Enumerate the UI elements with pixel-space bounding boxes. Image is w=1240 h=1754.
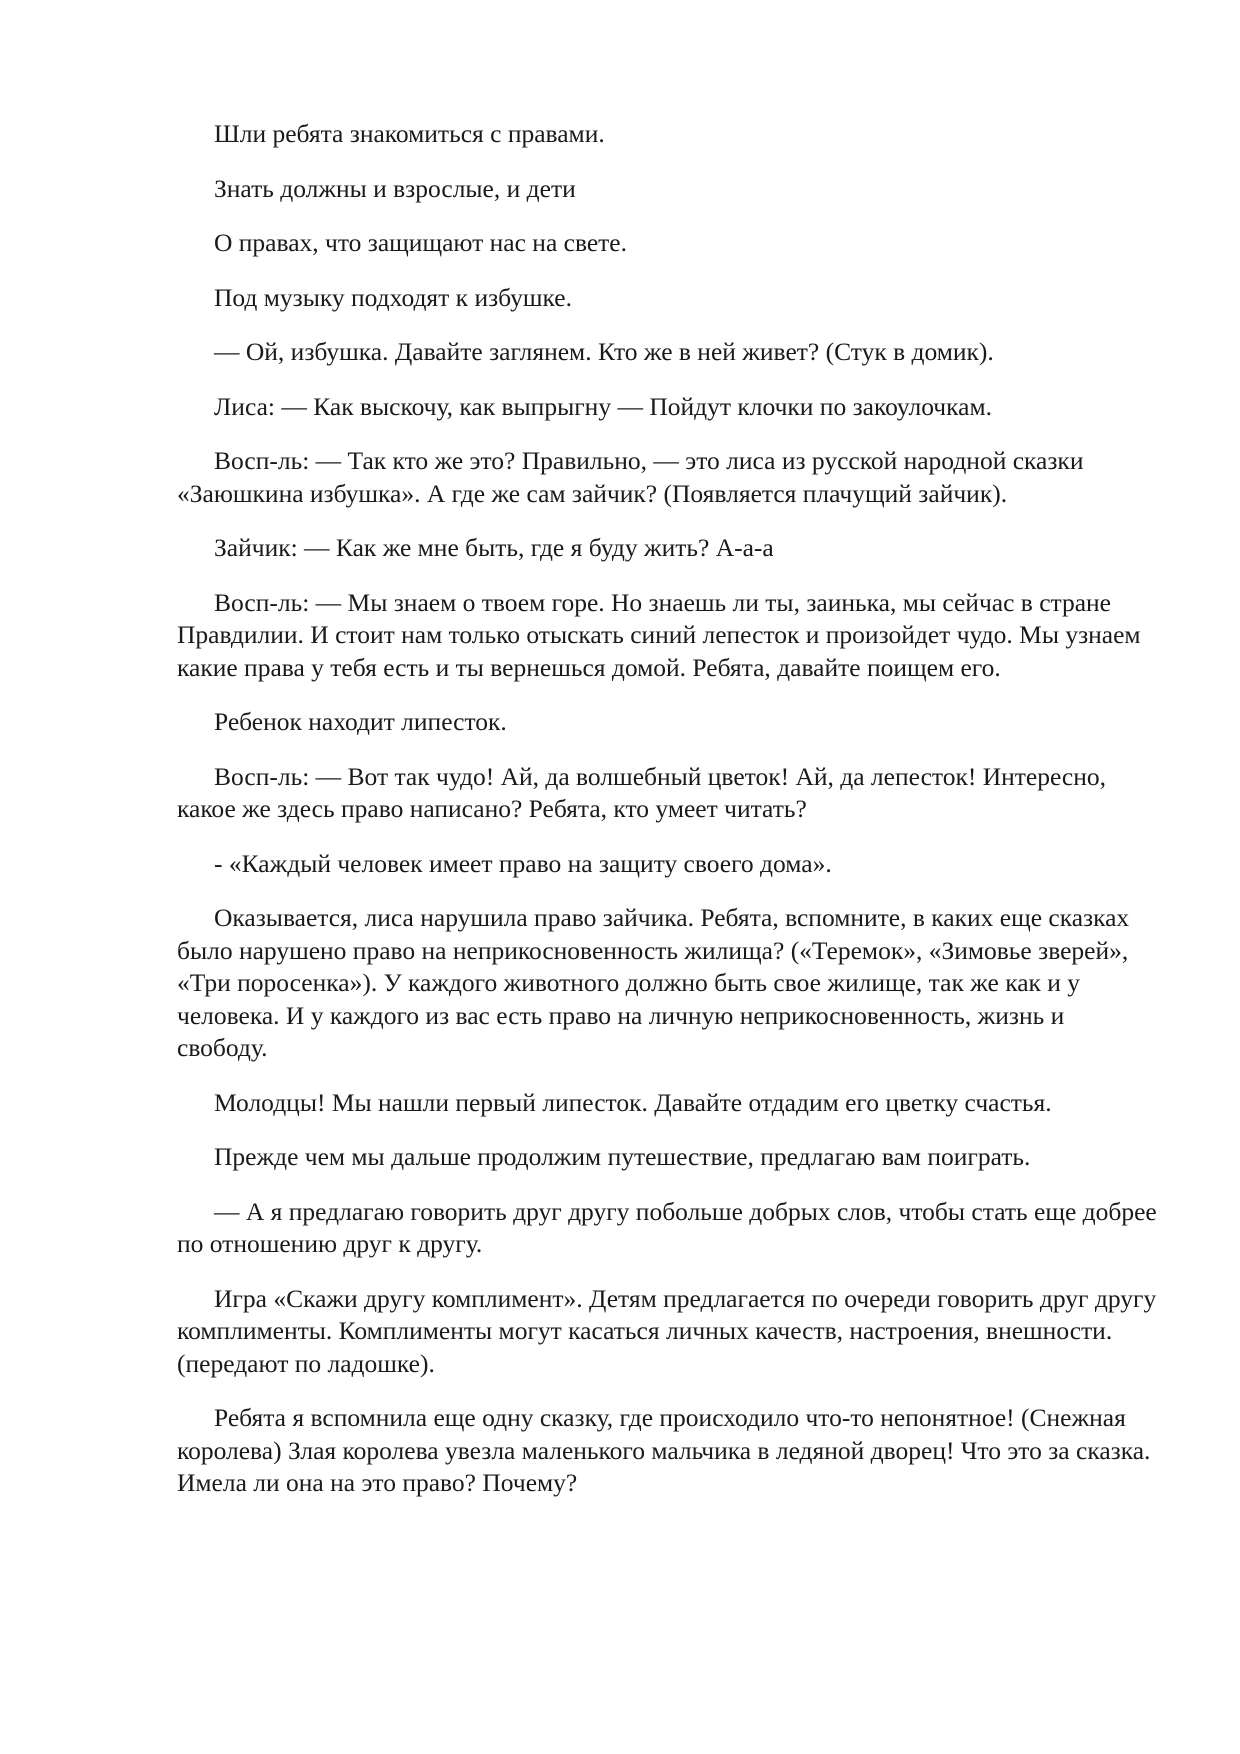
paragraph-18: Ребята я вспомнила еще одну сказку, где происходило что-то непонятное! (Снежная королева) Злая королева увезла маленького мальчика в ледяной дворец! Что это за сказка. Имела ли она на это право? Почему? <box>177 1403 1151 1497</box>
paragraph-4: Под музыку подходят к избушке. <box>214 282 572 312</box>
paragraph-16: — А я предлагаю говорить друг другу побольше добрых слов, чтобы стать еще добрее по отношению друг к другу. <box>177 1196 1157 1258</box>
paragraph-10: Ребенок находит липесток. <box>214 707 507 736</box>
paragraph-14: Молодцы! Мы нашли первый липесток. Давайте отдадим его цветку счастья. <box>214 1087 1052 1117</box>
paragraph-6: Лиса: — Как выскочу, как выпрыгну — Пойдут клочки по закоулочкам. <box>214 391 992 421</box>
paragraph-17: Игра «Скажи другу комплимент». Детям предлагается по очереди говорить друг другу комплименты. Комплименты могут касаться личных качеств, настроения, внешности. (передают по ладошке). <box>177 1283 1157 1378</box>
paragraph-12: - «Каждый человек имеет право на защиту своего дома». <box>214 848 832 878</box>
paragraph-5: — Ой, избушка. Давайте заглянем. Кто же в ней живет? (Стук в домик). <box>214 337 994 366</box>
paragraph-11: Восп-ль: — Вот так чудо! Ай, да волшебный цветок! Ай, да лепесток! Интересно, какое же здесь право написано? Ребята, кто умеет читать? <box>177 761 1107 823</box>
paragraph-7: Восп-ль: — Так кто же это? Правильно, — это лиса из русской народной сказки «Заюшкина избушка». А где же сам зайчик? (Появляется плачущий зайчик). <box>177 446 1084 508</box>
paragraph-9: Восп-ль: — Мы знаем о твоем горе. Но знаешь ли ты, заинька, мы сейчас в стране Правдилии. И стоит нам только отыскать синий лепесток и произойдет чудо. Мы узнаем какие права у тебя есть и ты вернешься домой. Ребята, давайте поищем его. <box>177 587 1141 682</box>
paragraph-1: Шли ребята знакомиться с правами. <box>214 119 605 148</box>
paragraph-13: Оказывается, лиса нарушила право зайчика. Ребята, вспомните, в каких еще сказках было нарушено право на неприкосновенность жилища? («Теремок», «Зимовье зверей», «Три поросенка»). У каждого животного должно быть свое жилище, так же как и у человека. И у каждого из вас есть право на личную неприкосновенность, жизнь и свободу. <box>177 903 1130 1062</box>
paragraph-2: Знать должны и взрослые, и дети <box>214 173 576 203</box>
paragraph-8: Зайчик: — Как же мне быть, где я буду жить? А-а-а <box>214 533 774 562</box>
paragraph-3: О правах, что защищают нас на свете. <box>214 228 628 257</box>
paragraph-15: Прежде чем мы дальше продолжим путешествие, предлагаю вам поиграть. <box>214 1142 1031 1171</box>
document-page <box>177 118 1157 1522</box>
